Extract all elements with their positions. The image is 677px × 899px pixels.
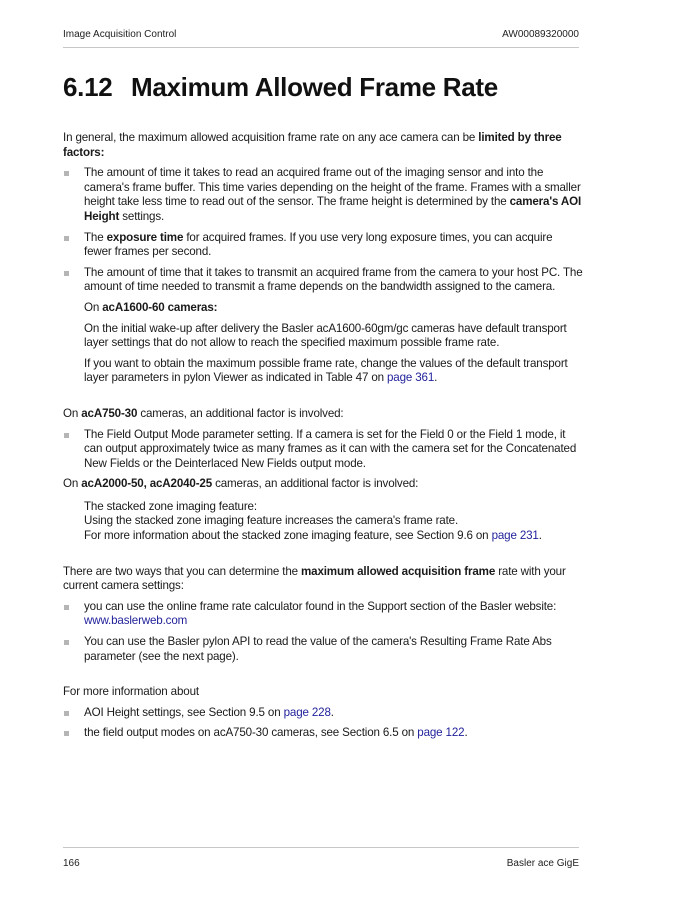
header-chapter: Image Acquisition Control — [63, 29, 177, 40]
list-item — [63, 600, 583, 629]
two-ways-bold: maximum allowed acquisition frame — [300, 564, 496, 578]
section-number: 6.12 — [63, 72, 113, 102]
page-361-link[interactable]: page 361 — [387, 371, 435, 385]
calculator-text: you can use the online frame rate calculator found in the Support section of the Basler website: — [84, 599, 557, 613]
aca1600-bold: acA1600-60 cameras: — [102, 300, 218, 314]
factor-text: The amount of time that it takes to transmit an acquired frame from the camera to your host PC. The amount of time needed to transmit a frame depends on the bandwidth assigned to the camera. — [84, 265, 583, 294]
aca1600-para: On the initial wake-up after delivery the Basler acA1600-60gm/gc cameras have default transport layer settings that do not allow to reach the specified maximum possible frame rate. — [84, 321, 567, 350]
bullet-icon — [64, 271, 69, 276]
intro-paragraph — [63, 131, 583, 160]
factor-bold: camera's AOI Height — [84, 195, 582, 223]
aca750-prefix: On — [63, 406, 82, 420]
factor-after: settings. — [119, 209, 165, 223]
intro-text: In general, the maximum allowed acquisition frame rate on any ace camera can be — [63, 131, 479, 144]
aca750-text: cameras, an additional factor is involved: — [137, 406, 344, 420]
two-ways-text: There are two ways that you can determine the — [63, 564, 301, 578]
aca1600-heading — [84, 301, 583, 316]
list-item — [63, 706, 583, 721]
bullet-icon — [64, 236, 69, 241]
field-output-text: the field output modes on acA750-30 cameras, see Section 6.5 on — [84, 726, 418, 740]
factor-text: for acquired frames. If you use very long exposure times, you can acquire fewer frames per second. — [84, 230, 553, 259]
aca2000-bold: acA2000-50, acA2040-25 — [81, 477, 213, 491]
factors-list — [63, 166, 583, 386]
baslerweb-link[interactable]: www.baslerweb.com — [84, 614, 188, 628]
aca2000-prefix: On — [63, 477, 82, 491]
list-item — [63, 428, 583, 472]
list-item — [63, 266, 583, 386]
stacked-zone-line-1: The stacked zone imaging feature: — [84, 499, 257, 513]
bullet-icon — [64, 171, 69, 176]
list-item — [63, 726, 583, 741]
bullet-icon — [64, 640, 69, 645]
factor-before: The — [84, 230, 107, 244]
more-info-paragraph: For more information about — [63, 685, 199, 699]
page-122-link[interactable]: page 122 — [417, 726, 465, 740]
aca2000-paragraph — [63, 477, 583, 492]
footer-product: Basler ace GigE — [506, 858, 579, 869]
two-ways-paragraph — [63, 565, 583, 594]
aca1600-para-2-text: If you want to obtain the maximum possible frame rate, change the values of the default transport layer parameters in pylon Viewer as indicated in Table 47 on — [84, 356, 568, 385]
stacked-zone-line-3-text: For more information about the stacked zone imaging feature, see Section 9.6 on — [84, 529, 492, 543]
header-doc-id: AW00089320000 — [502, 29, 579, 40]
more-info-list — [63, 706, 583, 741]
aca750-list — [63, 428, 583, 472]
bullet-icon — [64, 731, 69, 736]
section-title-text: Maximum Allowed Frame Rate — [131, 72, 498, 102]
aca750-paragraph — [63, 407, 583, 422]
period: . — [538, 529, 542, 543]
page-header — [63, 29, 579, 40]
aca1600-para-2 — [84, 357, 583, 386]
stacked-zone-line-2: Using the stacked zone imaging feature increases the camera's frame rate. — [84, 514, 459, 528]
list-item — [63, 231, 583, 260]
pylon-api-text: You can use the Basler pylon API to read the value of the camera's Resulting Frame Rate Abs parameter (see the next page). — [84, 635, 552, 663]
list-item — [63, 635, 583, 664]
aca750-bold: acA750-30 — [81, 406, 138, 420]
period: . — [434, 371, 438, 385]
two-ways-after: rate with your current camera settings: — [63, 564, 566, 593]
stacked-zone-line-3 — [84, 529, 583, 544]
stacked-zone-block — [63, 500, 583, 544]
section-body — [63, 131, 583, 741]
page-231-link[interactable]: page 231 — [491, 529, 539, 543]
two-ways-list — [63, 600, 583, 664]
section-title — [63, 72, 498, 103]
aca750-bullet-text: The Field Output Mode parameter setting. If a camera is set for the Field 0 or the Field 1 mode, it can output approximately twice as many frames as it can with the camera set for the Concatenated New Fields or the Deinterlaced New Fields output mode. — [84, 427, 577, 470]
aca2000-text: cameras, an additional factor is involved: — [212, 477, 419, 491]
header-divider — [63, 47, 579, 48]
intro-bold: limited by three factors: — [63, 131, 562, 159]
aoi-height-text: AOI Height settings, see Section 9.5 on — [84, 705, 284, 719]
page-footer — [63, 858, 579, 869]
aca1600-prefix: On — [84, 300, 103, 314]
factor-bold: exposure time — [106, 230, 184, 244]
footer-divider — [63, 847, 579, 848]
page-number: 166 — [63, 858, 80, 869]
period: . — [330, 705, 334, 719]
bullet-icon — [64, 711, 69, 716]
period: . — [464, 726, 468, 740]
bullet-icon — [64, 605, 69, 610]
bullet-icon — [64, 433, 69, 438]
factor-text: The amount of time it takes to read an acquired frame out of the imaging sensor and into the camera's frame buffer. This time varies depending on the height of the frame. Frames with a smaller height take less time to read out of the sensor. The frame height is determined by the — [84, 166, 581, 209]
list-item — [63, 166, 583, 224]
page-228-link[interactable]: page 228 — [283, 705, 331, 719]
